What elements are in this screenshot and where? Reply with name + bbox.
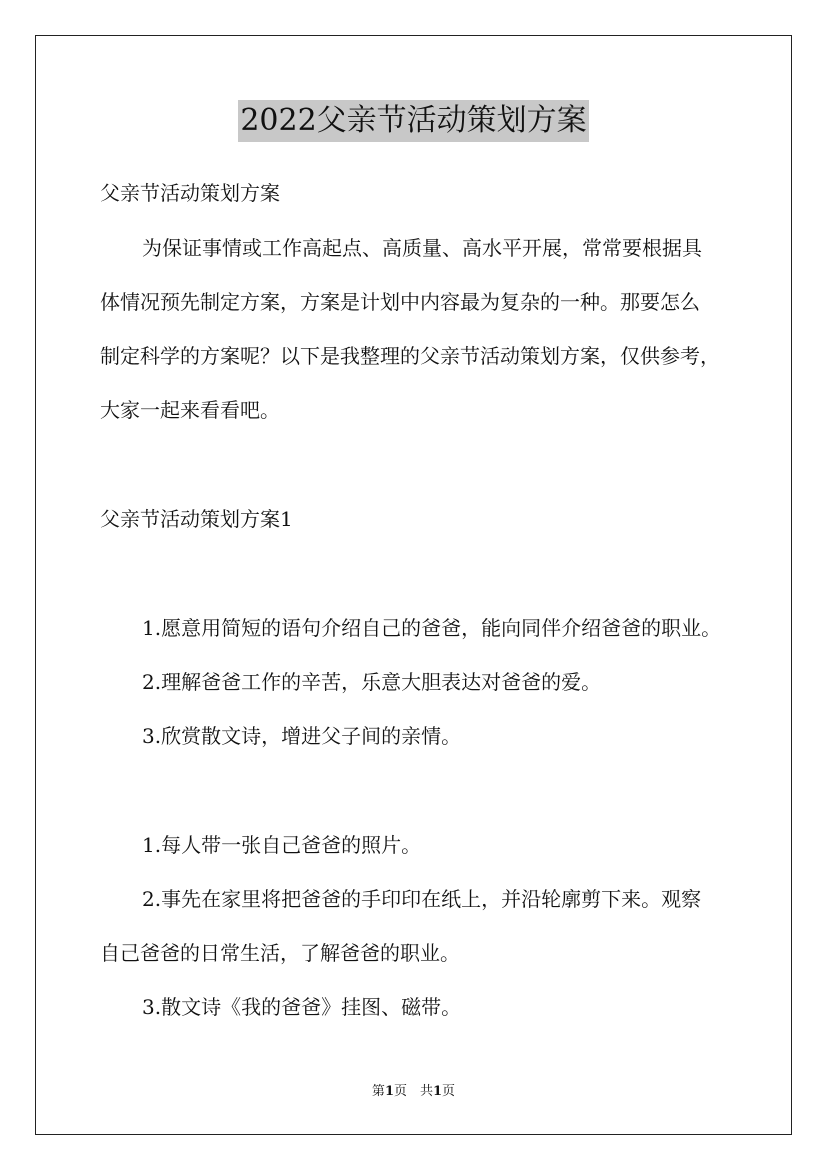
title-container <box>0 100 827 142</box>
footer-total-pages: 1 <box>433 1084 443 1099</box>
document-title: 2022父亲节活动策划方案 <box>238 100 588 142</box>
footer-suffix: 页 <box>442 1084 456 1099</box>
document-subtitle: 父亲节活动策划方案 <box>100 181 280 205</box>
intro-line-2: 体情况预先制定方案，方案是计划中内容最为复杂的一种。那要怎么 <box>100 290 700 314</box>
prep-item-1: 1.每人带一张自己爸爸的照片。 <box>142 833 422 857</box>
section-heading: 父亲节活动策划方案1 <box>100 507 293 531</box>
prep-item-2-continued: 自己爸爸的日常生活，了解爸爸的职业。 <box>100 941 460 965</box>
footer-page-number: 1 <box>384 1084 394 1099</box>
intro-line-3: 制定科学的方案呢？以下是我整理的父亲节活动策划方案，仅供参考， <box>100 344 720 368</box>
footer-mid: 页 共 <box>393 1084 433 1099</box>
intro-line-4: 大家一起来看看吧。 <box>100 398 280 422</box>
footer-prefix: 第 <box>371 1084 385 1099</box>
prep-item-2: 2.事先在家里将把爸爸的手印印在纸上，并沿轮廓剪下来。观察 <box>142 887 702 911</box>
page-footer <box>0 1083 827 1101</box>
goal-item-2: 2.理解爸爸工作的辛苦，乐意大胆表达对爸爸的爱。 <box>142 670 602 694</box>
goal-item-1: 1.愿意用简短的语句介绍自己的爸爸，能向同伴介绍爸爸的职业。 <box>142 616 722 640</box>
goal-item-3: 3.欣赏散文诗，增进父子间的亲情。 <box>142 724 462 748</box>
intro-line-1: 为保证事情或工作高起点、高质量、高水平开展，常常要根据具 <box>142 236 702 260</box>
prep-item-3: 3.散文诗《我的爸爸》挂图、磁带。 <box>142 995 462 1019</box>
